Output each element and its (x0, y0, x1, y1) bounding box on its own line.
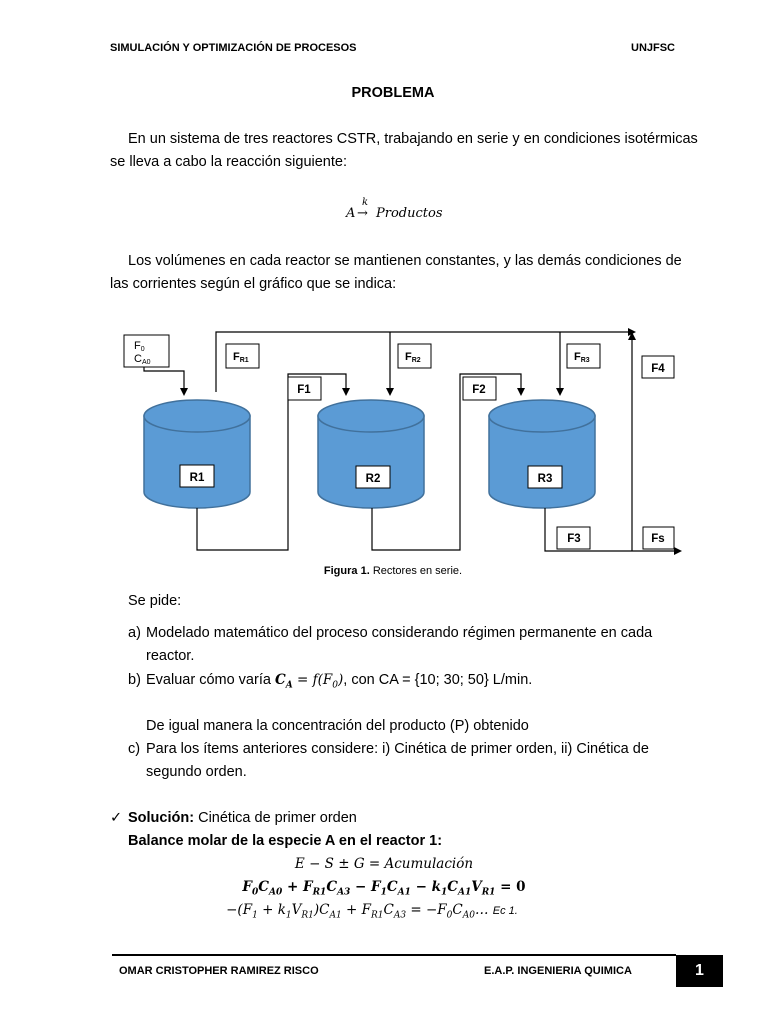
feed-ca0-label: CA0 (134, 353, 151, 366)
question-b-label: b) (128, 672, 141, 688)
question-b-pre: Evaluar cómo varía (146, 672, 271, 688)
reactor-diagram (0, 320, 768, 560)
f1-label: F1 (297, 384, 311, 396)
reactor-r2-label: R2 (365, 473, 381, 485)
reaction-arrow-icon: → (357, 206, 368, 221)
solution-heading (128, 807, 357, 830)
reactor-tank-r1 (144, 400, 250, 508)
footer-department: E.A.P. INGENIERIA QUIMICA (484, 965, 632, 977)
questions-intro: Se pide: (128, 593, 182, 609)
reaction-product: Productos (376, 206, 443, 221)
reaction-reactant: A (346, 206, 356, 221)
page-number: 1 (676, 955, 723, 987)
footer-rule (112, 954, 676, 956)
equation-3-tag: Ec 1. (492, 905, 518, 917)
fs-label: Fs (651, 533, 665, 545)
fr1-label-box (226, 344, 259, 368)
solution-label: Solución: (128, 810, 195, 826)
question-b-equation: $C_A = f(F_0)$ (274, 672, 344, 691)
feed-arrow (144, 367, 184, 392)
balance-heading: Balance molar de la especie A en el reactor 1: (128, 833, 443, 849)
fr3-label-box (567, 344, 600, 368)
fr1-label: FR1 (233, 351, 249, 364)
equation-1: E − S ± G = Acumulación (294, 856, 474, 872)
reaction-equation (346, 197, 466, 230)
header-institution: UNJFSC (631, 42, 676, 54)
figure-caption (0, 565, 768, 577)
reactor-r3-label: R3 (537, 473, 553, 485)
reactor-tank-r3 (489, 400, 595, 508)
feed-f0-label: F0 (134, 340, 145, 353)
question-c-line-2: segundo orden. (146, 764, 247, 780)
question-c-line-1: Para los ítems anteriores considere: i) Cinética de primer orden, ii) Cinética de (146, 741, 649, 757)
header-title: SIMULACIÓN Y OPTIMIZACIÓN DE PROCESOS (110, 42, 357, 54)
fr3-label: FR3 (574, 351, 590, 364)
question-c-label: c) (128, 741, 141, 757)
f2-label: F2 (472, 384, 486, 396)
figure-caption-text: Rectores en serie. (372, 565, 463, 577)
fr2-label: FR2 (405, 351, 421, 364)
reactor-r1-label: R1 (189, 472, 205, 484)
solution-text: Cinética de primer orden (198, 810, 357, 826)
question-extra-text: De igual manera la concentración del producto (P) obtenido (146, 718, 529, 734)
intro-line-1: En un sistema de tres reactores CSTR, trabajando en serie y en condiciones isotérmicas (128, 131, 698, 147)
volumes-line-1: Los volúmenes en cada reactor se mantienen constantes, y las demás condiciones de (128, 253, 682, 269)
page-title: PROBLEMA (351, 85, 435, 101)
fr2-label-box (398, 344, 431, 368)
question-a-line-1: Modelado matemático del proceso considerando régimen permanente en cada (146, 625, 653, 641)
f4-label: F4 (651, 363, 665, 375)
equation-3: $-(F_1 + k_1V_{R1})C_{A1} + F_{R1}C_{A3}$ = $-F_0C_{A0}\dots$ Ec 1. (226, 902, 518, 921)
reactor-tank-r2 (318, 400, 424, 508)
footer-author: OMAR CRISTOPHER RAMIREZ RISCO (119, 965, 319, 977)
figure-caption-label: Figura 1. (323, 565, 370, 577)
f3-label: F3 (567, 533, 581, 545)
reaction-rate-constant: k (362, 197, 369, 208)
intro-line-2: se lleva a cabo la reacción siguiente: (110, 154, 347, 170)
equation-2: $F_0C_{A0} + F_{R1}C_{A3} - F_1C_{A1} - k_1C_{A1}V_{R1} = 0$ (242, 879, 526, 898)
question-b-text (146, 669, 676, 698)
question-a-label: a) (128, 625, 141, 641)
question-b-post: , con CA = {10; 30; 50} L/min. (343, 672, 533, 688)
volumes-line-2: las corrientes según el gráfico que se indica: (110, 276, 397, 292)
check-icon: ✓ (110, 810, 123, 826)
question-a-line-2: reactor. (146, 648, 195, 664)
